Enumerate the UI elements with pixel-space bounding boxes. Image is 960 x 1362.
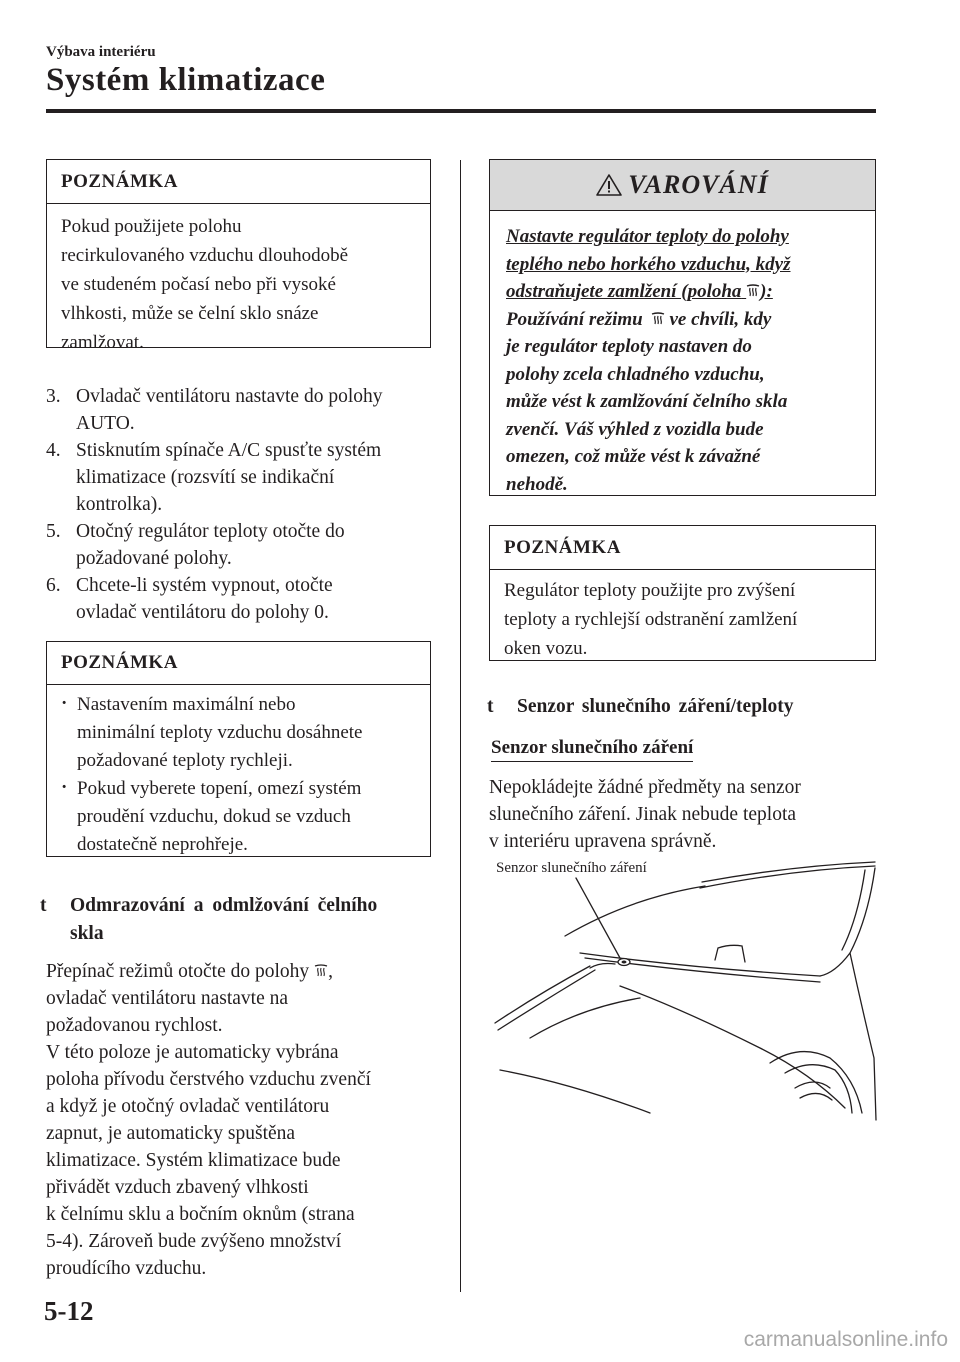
- windshield-drawing: [490, 858, 880, 1123]
- watermark: carmanualsonline.info: [743, 1328, 948, 1351]
- section-kicker: Výbava interiéru: [46, 44, 156, 60]
- para-text: Přepínač režimů otočte do polohy: [46, 961, 310, 982]
- defrost-icon: [746, 283, 760, 297]
- para-text: ,: [328, 961, 333, 982]
- section-heading: [40, 892, 470, 948]
- list-item: [61, 775, 416, 859]
- para-line: proudícího vzduchu.: [46, 1258, 207, 1279]
- figure-label: Senzor slunečního záření: [496, 860, 647, 876]
- para-line: k čelnímu sklu a bočním oknům (strana: [46, 1204, 355, 1225]
- warning-line: je regulátor teploty nastaven do: [506, 336, 752, 357]
- note-body: [47, 204, 430, 357]
- warning-text: odstraňujete zamlžení (poloha: [506, 281, 742, 302]
- step-number: 3.: [46, 386, 61, 407]
- list-item: [46, 383, 446, 437]
- note-line: Pokud použijete polohu: [61, 216, 242, 237]
- title-rule: [46, 109, 876, 113]
- note-line: Regulátor teploty použijte pro zvýšení: [504, 580, 796, 601]
- para-line: slunečního záření. Jinak nebude teplota: [489, 804, 797, 825]
- step-line: AUTO.: [76, 413, 135, 434]
- para-line: klimatizace. Systém klimatizace bude: [46, 1150, 341, 1171]
- para-line: Nepokládejte žádné předměty na senzor: [489, 777, 801, 798]
- defrost-paragraph: [46, 958, 446, 1282]
- bullet-line: · Pokud vyberete topení, omezí systém: [77, 778, 362, 799]
- step-line: Stisknutím spínače A/C spusťte systém: [76, 440, 382, 461]
- para-line: zapnut, je automaticky spuštěna: [46, 1123, 296, 1144]
- step-line: Chcete-li systém vypnout, otočte: [76, 575, 333, 596]
- heading-marker: t: [40, 895, 47, 916]
- warning-text: ):: [760, 281, 773, 302]
- bullet-line: dostatečně neprohřeje.: [77, 834, 248, 855]
- warning-line: může vést k zamlžování čelního skla: [506, 391, 788, 412]
- step-line: Ovladač ventilátoru nastavte do polohy: [76, 386, 383, 407]
- note-heading: POZNÁMKA: [490, 526, 875, 570]
- warning-triangle-icon: [596, 173, 622, 197]
- step-line: Otočný regulátor teploty otočte do: [76, 521, 345, 542]
- bullet-line: proudění vzduchu, dokud se vzduch: [77, 806, 351, 827]
- warning-title: VAROVÁNÍ: [628, 170, 769, 199]
- warning-text: Používání režimu: [506, 308, 643, 330]
- warning-line: zvenčí. Váš výhled z vozidla bude: [506, 418, 764, 440]
- warning-line: nehodě.: [506, 473, 568, 495]
- list-item: [46, 572, 446, 626]
- note-line: teploty a rychlejší odstranění zamlžení: [504, 609, 798, 630]
- step-list: [46, 383, 446, 626]
- warning-line: [506, 278, 859, 306]
- note-line: zamlžovat.: [61, 332, 144, 353]
- para-line: poloha přívodu čerstvého vzduchu zvenčí: [46, 1069, 371, 1090]
- step-line: ovladač ventilátoru do polohy 0.: [76, 602, 329, 623]
- section-heading: [487, 693, 917, 721]
- page-number: 5-12: [44, 1296, 94, 1326]
- note-line: vlhkosti, může se čelní sklo snáze: [61, 303, 319, 324]
- warning-text: ve chvíli, kdy: [669, 308, 772, 330]
- warning-box: [489, 159, 876, 496]
- note-body: [47, 685, 430, 859]
- note-line: oken vozu.: [504, 638, 588, 659]
- warning-body: [490, 211, 875, 498]
- step-number: 4.: [46, 440, 61, 461]
- heading-marker: t: [487, 696, 494, 717]
- note-box: [46, 641, 431, 857]
- heading-line: skla: [70, 923, 104, 944]
- heading-line: Senzor slunečního záření/teploty: [517, 696, 794, 717]
- bullet-line: požadované teploty rychleji.: [77, 750, 293, 771]
- heading-line: Odmrazování a odmlžování čelního: [70, 895, 378, 916]
- para-line: V této poloze je automaticky vybrána: [46, 1042, 339, 1063]
- para-line: požadovanou rychlost.: [46, 1015, 223, 1036]
- para-line: 5-4). Zároveň bude zvýšeno množství: [46, 1231, 342, 1252]
- step-line: požadované polohy.: [76, 548, 232, 569]
- step-number: 5.: [46, 521, 61, 542]
- note-heading: POZNÁMKA: [47, 642, 430, 685]
- sensor-illustration: [490, 858, 880, 1123]
- warning-line: Nastavte regulátor teploty do polohy: [506, 226, 789, 247]
- bullet-line: minimální teploty vzduchu dosáhnete: [77, 722, 363, 743]
- list-item: [46, 437, 446, 518]
- sensor-paragraph: [489, 774, 889, 855]
- subsection-title: Senzor slunečního záření: [491, 737, 693, 762]
- list-item: [46, 518, 446, 572]
- note-line: ve studeném počasí nebo při vysoké: [61, 274, 336, 295]
- defrost-icon: [314, 963, 328, 977]
- note-heading: POZNÁMKA: [47, 160, 430, 204]
- warning-line: teplého nebo horkého vzduchu, když: [506, 253, 791, 275]
- warning-line: [506, 306, 859, 334]
- note-box: [46, 159, 431, 353]
- page-title: Systém klimatizace: [46, 62, 326, 98]
- para-line: [46, 958, 446, 985]
- para-line: v interiéru upravena správně.: [489, 831, 717, 852]
- bullet-line: · Nastavením maximální nebo: [77, 694, 296, 715]
- defrost-icon: [651, 311, 665, 325]
- column-divider: [460, 160, 461, 1292]
- list-item: [61, 691, 416, 775]
- para-line: a když je otočný ovladač ventilátoru: [46, 1096, 330, 1117]
- subsection-heading: [491, 737, 693, 762]
- warning-line: omezen, což může vést k závažné: [506, 446, 761, 467]
- note-line: recirkulovaného vzduchu dlouhodobě: [61, 245, 349, 266]
- step-line: klimatizace (rozsvítí se indikační: [76, 467, 335, 488]
- warning-header: [490, 160, 875, 211]
- para-line: ovladač ventilátoru nastavte na: [46, 988, 289, 1009]
- step-number: 6.: [46, 575, 61, 596]
- note-box: [489, 525, 876, 661]
- step-line: kontrolka).: [76, 494, 163, 515]
- note-body: [490, 570, 875, 663]
- para-line: přivádět vzduch zbavený vlhkosti: [46, 1177, 309, 1198]
- warning-line: polohy zcela chladného vzduchu,: [506, 363, 765, 385]
